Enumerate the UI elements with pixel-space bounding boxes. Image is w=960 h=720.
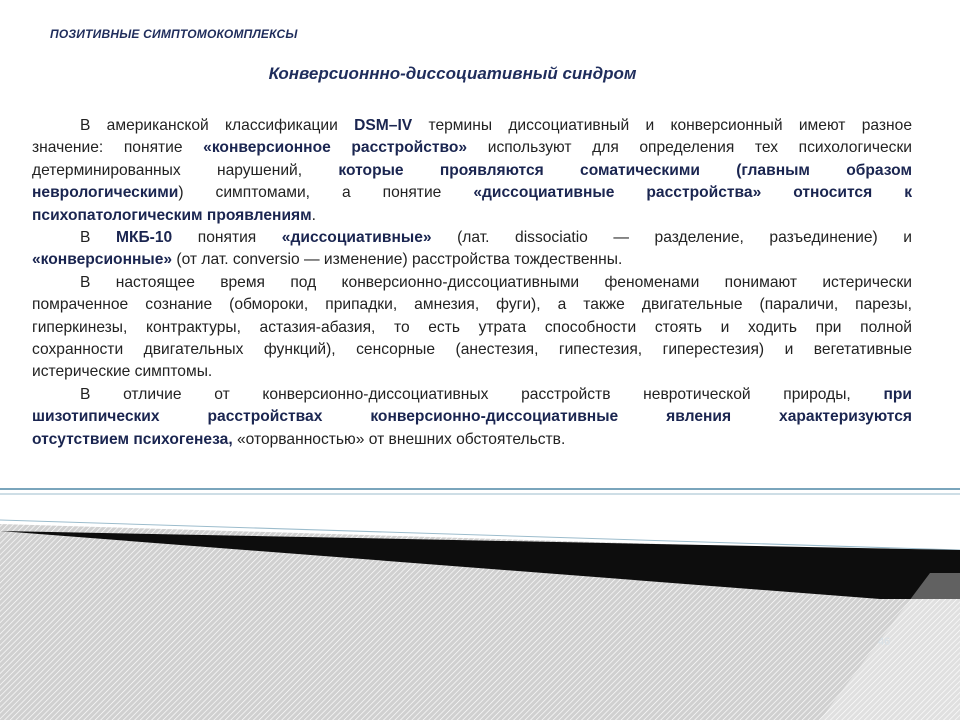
- bold-text-run: которые проявляются соматическими (главным образом: [338, 161, 913, 179]
- text-run: детерминированных нарушений,: [32, 161, 339, 179]
- text-line: [0, 249, 912, 271]
- text-line: [0, 182, 912, 204]
- text-run: используют для определения тех психологически: [467, 139, 913, 157]
- text-line: [32, 115, 912, 137]
- text-line: [0, 137, 912, 159]
- text-line: [0, 205, 912, 227]
- text-line: [0, 406, 912, 428]
- text-line: [0, 317, 912, 339]
- text-line: [32, 227, 912, 249]
- text-run: «оторванностью» от внешних обстоятельств.: [232, 430, 566, 448]
- text-run: ) симптомами, а понятие: [178, 184, 474, 202]
- text-run: В американской классификации: [80, 117, 355, 134]
- bold-text-run: неврологическими: [32, 184, 179, 202]
- text-line: [32, 272, 912, 294]
- text-run: (лат. dissociatio — разделение, разъединение) и: [431, 229, 912, 247]
- text-run: В отличие от конверсионно-диссоциативных расстройств невротической природы,: [80, 385, 884, 403]
- text-run: сохранности двигательных функций), сенсорные (анестезия, гипестезия, гиперестезия) и вегетативные: [32, 341, 912, 359]
- bold-text-run: «конверсионное расстройство»: [203, 139, 468, 157]
- text-run: В: [80, 229, 116, 247]
- text-run: помраченное сознание (обмороки, припадки, амнезия, фуги), а также двигательные (параличи, парезы,: [32, 296, 912, 314]
- section-label: ПОЗИТИВНЫЕ СИМПТОМОКОМПЛЕКСЫ: [50, 27, 298, 41]
- text-run: понятия: [172, 229, 282, 247]
- body-text: [32, 115, 912, 451]
- bold-text-run: при: [883, 385, 912, 403]
- bold-text-run: «диссоциативные расстройства» относится к: [473, 184, 912, 202]
- paragraph-schizotypal: [32, 384, 912, 451]
- bold-text-run: DSM–IV: [354, 117, 413, 134]
- bold-text-run: «конверсионные»: [32, 251, 173, 269]
- paragraph-phenomena: [32, 272, 912, 384]
- bold-text-run: отсутствием психогенеза,: [32, 430, 233, 448]
- text-run: термины диссоциативный и конверсионный имеют разное: [412, 117, 913, 134]
- text-run: истерические симптомы.: [32, 363, 213, 381]
- paragraph-icd10: [32, 227, 912, 272]
- slide-title: Конверсионнно-диссоциативный синдром: [268, 64, 637, 83]
- text-line: [0, 429, 912, 451]
- text-run: (от лат. conversio — изменение) расстройства тождественны.: [172, 251, 623, 269]
- bold-text-run: шизотипических расстройствах конверсионно-диссоциативные явления характеризуются: [32, 408, 912, 426]
- text-line: [0, 361, 912, 383]
- text-line: [32, 384, 912, 406]
- bold-text-run: МКБ-10: [115, 229, 173, 247]
- text-run: гиперкинезы, контрактуры, астазия-абазия, то есть утрата способности стоять и ходить при полной: [32, 318, 912, 336]
- page-number: 46: [878, 636, 891, 648]
- text-run: значение: понятие: [32, 139, 204, 157]
- bold-text-run: «диссоциативные»: [281, 229, 432, 247]
- text-run: .: [311, 206, 317, 224]
- text-line: [0, 294, 912, 316]
- bold-text-run: психопатологическим проявлениям: [32, 206, 312, 224]
- text-line: [0, 339, 912, 361]
- text-run: В настоящее время под конверсионно-диссоциативными феноменами понимают истерически: [80, 273, 912, 291]
- text-line: [0, 160, 912, 182]
- paragraph-dsm: [32, 115, 912, 227]
